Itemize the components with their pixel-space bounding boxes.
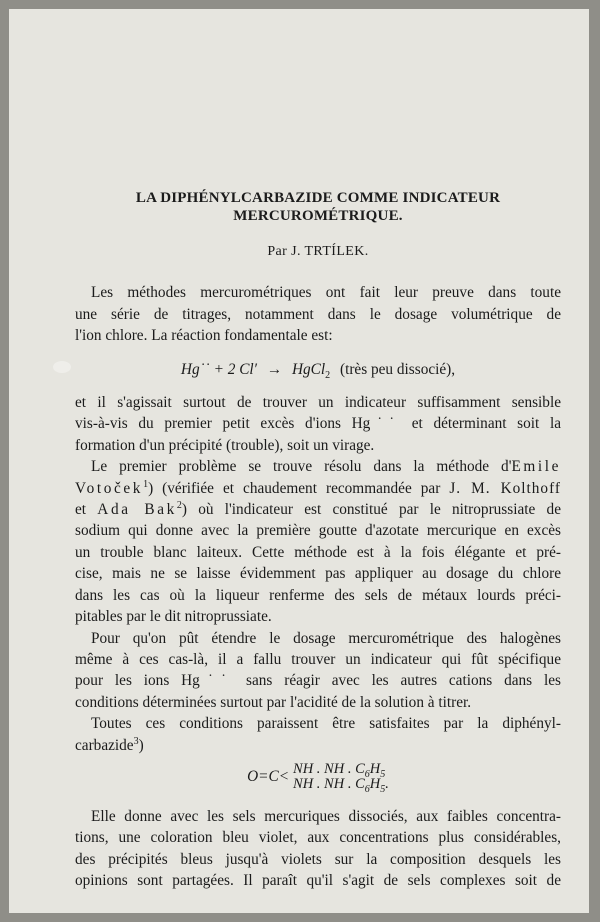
p3-line-2-text: ) (vérifiée et chaudement recommandée par bbox=[148, 479, 450, 497]
p3-line-2 bbox=[75, 478, 561, 499]
p3-line-1 bbox=[75, 456, 561, 477]
author-name-votocek: Votoček bbox=[75, 479, 144, 497]
p4-line-1: Pour qu'on pût étendre le dosage mercurométrique des halogènes bbox=[91, 629, 561, 647]
eq2-bottom-dot: . bbox=[385, 775, 389, 792]
p2-line-1: et il s'agissait surtout de trouver un indicateur suffisamment sensible bbox=[75, 394, 561, 412]
p3-line-3 bbox=[75, 499, 561, 520]
eq2-bottom-text: NH . NH . C bbox=[293, 775, 365, 792]
eq2-lhs: O=C< bbox=[247, 768, 290, 786]
p6-line-1: Elle donne avec les sels mercuriques dissociés, aux faibles concentra- bbox=[91, 807, 561, 825]
p5-line-2-text: carbazide bbox=[75, 736, 134, 754]
p5-line-1: Toutes ces conditions paraissent être satisfaites par la diphényl- bbox=[91, 715, 561, 733]
p1-line-2: une série de titrages, notamment dans le dosage volumétrique de bbox=[75, 305, 561, 323]
p6-line-3: des précipités bleus jusqu'à violets sur la composition desquels les bbox=[75, 850, 561, 868]
p4-line-4: conditions déterminées surtout par l'acidité de la solution à titrer. bbox=[75, 693, 472, 711]
title-line-1: LA DIPHÉNYLCARBAZIDE COMME INDICATEUR bbox=[135, 190, 501, 206]
paragraph-6 bbox=[75, 806, 561, 892]
eq1-arrow: → bbox=[266, 360, 283, 378]
p2-line-2: vis-à-vis du premier petit excès d'ions Hg˙˙ et déterminant soit la bbox=[75, 415, 561, 433]
paragraph-5 bbox=[75, 713, 561, 756]
author-byline: Par J. TRTÍLEK. bbox=[267, 244, 369, 259]
author-name-votocek-first: Emile bbox=[511, 458, 561, 476]
p2-line-3: formation d'un précipité (trouble), soit un virage. bbox=[75, 436, 375, 454]
paragraph-2 bbox=[75, 392, 561, 456]
p3-line-7: dans les cas où la liqueur renferme des sels de métaux lourds préci- bbox=[75, 586, 561, 604]
title-line-2: MERCUROMÉTRIQUE. bbox=[233, 208, 403, 224]
p3-line-6: cise, mais ne se laisse évidemment pas appliquer au dosage du chlore bbox=[75, 565, 561, 583]
footnote-ref-1: 1 bbox=[143, 478, 149, 490]
p3-line-4: sodium qui donne avec la première goutte d'azotate mercurique en excès bbox=[75, 522, 561, 540]
equation-reaction bbox=[75, 359, 561, 380]
eq1-note: (très peu dissocié), bbox=[339, 360, 456, 378]
page bbox=[9, 9, 589, 913]
eq2-top-branch bbox=[293, 760, 389, 780]
smudge-mark bbox=[53, 361, 71, 373]
eq2-top-text: NH . NH . C bbox=[293, 760, 365, 777]
eq2-bottom-branch bbox=[293, 775, 389, 795]
eq1-lhs: Hg˙˙ + 2 Cl′ bbox=[180, 360, 258, 378]
eq1-rhs-subscript: 2 bbox=[325, 369, 331, 381]
eq2-top-sub-2: 5 bbox=[380, 768, 386, 780]
paragraph-3 bbox=[75, 456, 561, 627]
p4-line-2: même à ces cas-là, il a fallu trouver un indicateur qui fût spécifique bbox=[75, 650, 561, 668]
author-name-bak: Ada Bak bbox=[97, 501, 177, 519]
article-title bbox=[75, 189, 561, 225]
author-name-kolthoff: J. M. Kolthoff bbox=[449, 479, 561, 497]
paragraph-1 bbox=[75, 282, 561, 346]
p3-line-5: un trouble blanc laiteux. Cette méthode est à la fois élégante et pré- bbox=[75, 543, 561, 561]
paragraph-4 bbox=[75, 628, 561, 714]
eq1-rhs: HgCl bbox=[291, 360, 326, 378]
article-body bbox=[75, 189, 561, 892]
eq2-top-h: H bbox=[369, 760, 381, 777]
footnote-ref-3: 3 bbox=[133, 735, 139, 747]
eq2-bottom-h: H bbox=[369, 775, 381, 792]
eq2-top-sub-1: 6 bbox=[364, 768, 370, 780]
p1-line-3: l'ion chlore. La réaction fondamentale est: bbox=[75, 327, 333, 345]
p3-line-1-text: Le premier problème se trouve résolu dans la méthode d' bbox=[91, 458, 512, 476]
eq2-bottom-sub-1: 6 bbox=[364, 783, 370, 795]
p3-line-3-text-a: et bbox=[75, 501, 98, 519]
eq2-bottom-sub-2: 5 bbox=[380, 783, 386, 795]
p6-line-4: opinions sont partagées. Il paraît qu'il s'agit de sels complexes soit de bbox=[75, 872, 561, 890]
p3-line-3-text-b: ) où l'indicateur est constitué par le nitroprussiate de bbox=[181, 501, 561, 519]
p5-line-2 bbox=[75, 735, 561, 756]
p1-line-1: Les méthodes mercurométriques ont fait leur preuve dans toute bbox=[91, 284, 561, 302]
p4-line-3: pour les ions Hg˙˙ sans réagir avec les autres cations dans les bbox=[75, 672, 561, 690]
p5-line-2-paren: ) bbox=[138, 736, 144, 754]
equation-structure bbox=[75, 760, 561, 795]
p3-line-8: pitables par le dit nitroprussiate. bbox=[75, 608, 272, 626]
p6-line-2: tions, une coloration bleu violet, aux concentrations plus considérables, bbox=[75, 829, 561, 847]
eq2-branches bbox=[293, 760, 389, 795]
footnote-ref-2: 2 bbox=[176, 499, 182, 511]
